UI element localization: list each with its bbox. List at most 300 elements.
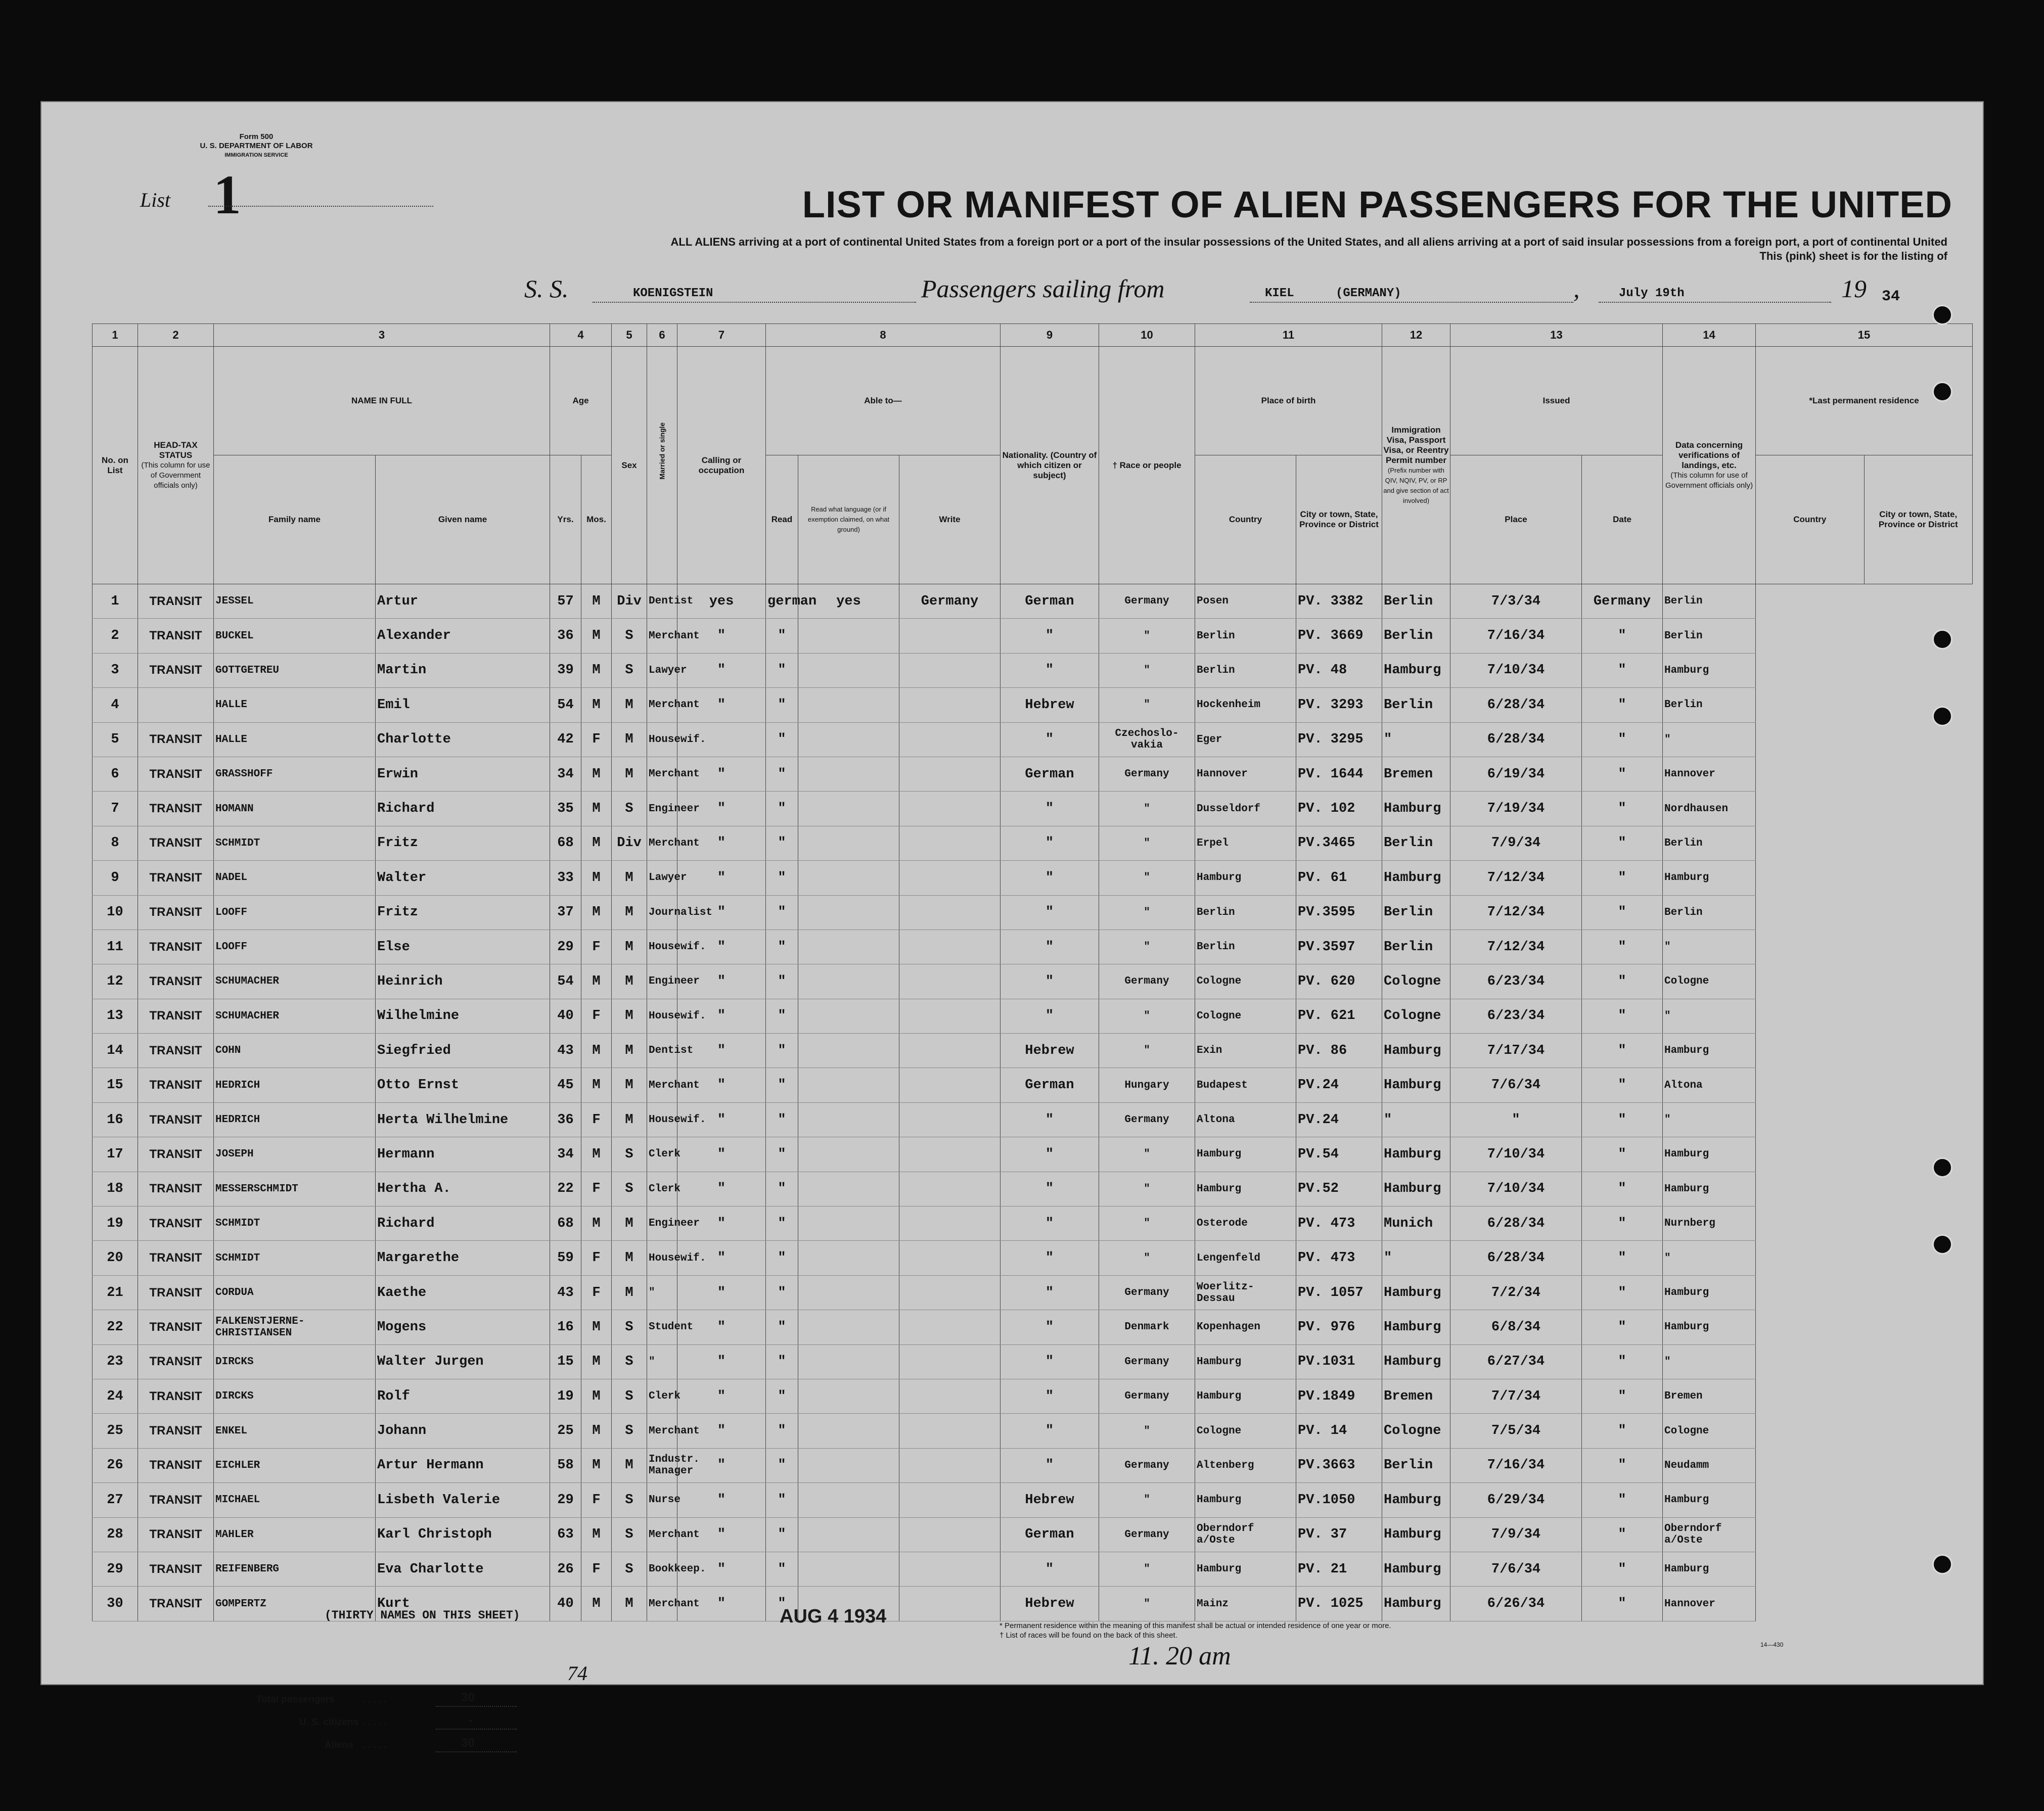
age-years: 35 xyxy=(550,792,581,826)
issued-date: 7/12/34 xyxy=(1450,930,1582,964)
head-tax-status: TRANSIT xyxy=(138,1172,214,1206)
residence-city: " xyxy=(1663,722,1756,757)
residence-country: " xyxy=(1582,722,1663,757)
marital-status: M xyxy=(612,1587,647,1621)
birth-country: " xyxy=(1099,1552,1195,1586)
thirty-names-note: (THIRTY NAMES ON THIS SHEET) xyxy=(325,1609,520,1622)
birth-country: " xyxy=(1099,1241,1195,1275)
birth-country: " xyxy=(1099,1587,1195,1621)
read-language: " xyxy=(766,1137,798,1172)
can-write xyxy=(798,1517,899,1552)
race: " xyxy=(1001,895,1099,930)
row-number: 8 xyxy=(93,826,138,860)
can-read: " xyxy=(677,1517,766,1552)
header-sex: Sex xyxy=(612,347,647,584)
header-read: Read xyxy=(766,455,798,584)
col-number: 1 xyxy=(93,324,138,347)
header-no-on-list: No. on List xyxy=(93,347,138,584)
read-language: " xyxy=(766,826,798,860)
given-name: Fritz xyxy=(376,826,550,860)
residence-country: " xyxy=(1582,861,1663,895)
read-language: german xyxy=(766,584,798,619)
residence-country: " xyxy=(1582,1517,1663,1552)
age-years: 16 xyxy=(550,1310,581,1344)
head-tax-status: TRANSIT xyxy=(138,1552,214,1586)
row-number: 7 xyxy=(93,792,138,826)
issued-date: 7/10/34 xyxy=(1450,653,1582,687)
marital-status: M xyxy=(612,688,647,722)
given-name: Artur Hermann xyxy=(376,1448,550,1482)
us-citizens-value: - xyxy=(469,1713,473,1727)
issued-date: 6/26/34 xyxy=(1450,1587,1582,1621)
header-head-tax-title: HEAD-TAX STATUS xyxy=(154,440,198,460)
residence-country: " xyxy=(1582,930,1663,964)
row-number: 2 xyxy=(93,619,138,653)
nationality xyxy=(899,1344,1001,1379)
header-nationality: Nationality. (Country of which citizen or subject) xyxy=(1001,347,1099,584)
age-years: 57 xyxy=(550,584,581,619)
marital-status: S xyxy=(612,1517,647,1552)
col-number: 14 xyxy=(1663,324,1756,347)
marital-status: S xyxy=(612,653,647,687)
form-code: 14—430 xyxy=(1760,1641,1784,1648)
header-last-residence: *Last permanent residence xyxy=(1756,347,1973,455)
visa-number: PV.1050 xyxy=(1296,1483,1382,1517)
visa-number: PV. 21 xyxy=(1296,1552,1382,1586)
header-issued-date: Date xyxy=(1582,455,1663,584)
marital-status: S xyxy=(612,1552,647,1586)
birth-country: Germany xyxy=(1099,1344,1195,1379)
given-name: Margarethe xyxy=(376,1241,550,1275)
birth-country: " xyxy=(1099,1483,1195,1517)
passenger-row xyxy=(93,653,1973,687)
issued-place: Hamburg xyxy=(1382,1552,1450,1586)
residence-country: " xyxy=(1582,688,1663,722)
issued-date: 6/23/34 xyxy=(1450,999,1582,1033)
head-tax-status: TRANSIT xyxy=(138,999,214,1033)
aliens-label: Aliens xyxy=(325,1740,354,1750)
race: " xyxy=(1001,1172,1099,1206)
marital-status: S xyxy=(612,619,647,653)
header-visa-title: Immigration Visa, Passport Visa, or Reentry Permit number xyxy=(1383,425,1449,465)
marital-status: M xyxy=(612,1102,647,1137)
marital-status: M xyxy=(612,861,647,895)
birth-city: Hamburg xyxy=(1195,1137,1296,1172)
occupation: Clerk xyxy=(647,1172,677,1206)
birth-city: Altenberg xyxy=(1195,1448,1296,1482)
nationality xyxy=(899,1552,1001,1586)
footnote-permanent-residence: * Permanent residence within the meaning of this manifest shall be actual or intended residence of one year or more. xyxy=(1000,1621,1391,1630)
issued-date: 7/5/34 xyxy=(1450,1414,1582,1448)
marital-status: M xyxy=(612,1034,647,1068)
head-tax-status: TRANSIT xyxy=(138,722,214,757)
residence-city: Neudamm xyxy=(1663,1448,1756,1482)
race: " xyxy=(1001,792,1099,826)
header-given-name: Given name xyxy=(376,455,550,584)
sex: M xyxy=(581,1379,612,1413)
race: Hebrew xyxy=(1001,1483,1099,1517)
birth-country: " xyxy=(1099,930,1195,964)
given-name: Walter Jurgen xyxy=(376,1344,550,1379)
residence-country: " xyxy=(1582,1448,1663,1482)
header-age: Age xyxy=(550,347,612,455)
age-years: 36 xyxy=(550,619,581,653)
family-name: CORDUA xyxy=(214,1275,376,1310)
visa-number: PV. 473 xyxy=(1296,1206,1382,1241)
visa-number: PV. 14 xyxy=(1296,1414,1382,1448)
can-read: " xyxy=(677,1552,766,1586)
footnotes xyxy=(1000,1621,1391,1640)
age-years: 34 xyxy=(550,757,581,791)
residence-country: " xyxy=(1582,1379,1663,1413)
ss-label: S. S. xyxy=(524,274,569,303)
residence-city: Bremen xyxy=(1663,1379,1756,1413)
marital-status: M xyxy=(612,999,647,1033)
header-mos: Mos. xyxy=(581,455,612,584)
visa-number: PV. 86 xyxy=(1296,1034,1382,1068)
header-read-language: Read what language (or if exemption claimed, on what ground) xyxy=(798,455,899,584)
header-yrs: Yrs. xyxy=(550,455,581,584)
row-number: 18 xyxy=(93,1172,138,1206)
can-write xyxy=(798,1102,899,1137)
passenger-row xyxy=(93,930,1973,964)
visa-number: PV.3597 xyxy=(1296,930,1382,964)
residence-city: " xyxy=(1663,930,1756,964)
sex: M xyxy=(581,1517,612,1552)
departure-port: KIEL xyxy=(1265,287,1294,300)
marital-status: M xyxy=(612,964,647,999)
birth-city: Hamburg xyxy=(1195,861,1296,895)
row-number: 27 xyxy=(93,1483,138,1517)
row-number: 9 xyxy=(93,861,138,895)
birth-city: Eger xyxy=(1195,722,1296,757)
col-number: 13 xyxy=(1450,324,1663,347)
issued-date: 6/23/34 xyxy=(1450,964,1582,999)
punch-hole xyxy=(1932,629,1952,649)
punch-hole xyxy=(1932,1234,1952,1255)
issued-date: 6/28/34 xyxy=(1450,688,1582,722)
manifest-title: LIST OR MANIFEST OF ALIEN PASSENGERS FOR THE UNITED xyxy=(802,183,1952,225)
can-read: " xyxy=(677,1068,766,1102)
family-name: REIFENBERG xyxy=(214,1552,376,1586)
head-tax-status: TRANSIT xyxy=(138,1034,214,1068)
can-write xyxy=(798,1034,899,1068)
punch-hole xyxy=(1932,382,1952,402)
occupation: Dentist xyxy=(647,1034,677,1068)
head-tax-status: TRANSIT xyxy=(138,1241,214,1275)
head-tax-status: TRANSIT xyxy=(138,584,214,619)
visa-number: PV.24 xyxy=(1296,1102,1382,1137)
issued-place: Hamburg xyxy=(1382,792,1450,826)
marital-status: Div xyxy=(612,584,647,619)
read-language: " xyxy=(766,1587,798,1621)
read-language: " xyxy=(766,1483,798,1517)
visa-number: PV. 37 xyxy=(1296,1517,1382,1552)
passenger-row xyxy=(93,792,1973,826)
sailing-date: July 19th xyxy=(1619,287,1685,300)
read-language: " xyxy=(766,1172,798,1206)
issued-date: 7/9/34 xyxy=(1450,826,1582,860)
nationality xyxy=(899,1310,1001,1344)
birth-city: Hamburg xyxy=(1195,1172,1296,1206)
family-name: JESSEL xyxy=(214,584,376,619)
nationality xyxy=(899,1275,1001,1310)
visa-number: PV. 3382 xyxy=(1296,584,1382,619)
department-name: U. S. DEPARTMENT OF LABOR xyxy=(200,142,313,150)
can-read: " xyxy=(677,1310,766,1344)
aliens-leader: . . . . . xyxy=(362,1740,387,1750)
family-name: SCHUMACHER xyxy=(214,999,376,1033)
can-write xyxy=(798,861,899,895)
sex: M xyxy=(581,1414,612,1448)
nationality xyxy=(899,1379,1001,1413)
year-prefix: 19 xyxy=(1841,274,1867,303)
given-name: Richard xyxy=(376,792,550,826)
nationality xyxy=(899,1587,1001,1621)
residence-country: " xyxy=(1582,999,1663,1033)
row-number: 24 xyxy=(93,1379,138,1413)
header-birth-city: City or town, State, Province or District xyxy=(1296,455,1382,584)
family-name: GRASSHOFF xyxy=(214,757,376,791)
family-name: MAHLER xyxy=(214,1517,376,1552)
birth-country: Germany xyxy=(1099,1379,1195,1413)
birth-city: Cologne xyxy=(1195,999,1296,1033)
occupation: Merchant xyxy=(647,1587,677,1621)
can-read: " xyxy=(677,1448,766,1482)
issued-date: 6/28/34 xyxy=(1450,1206,1582,1241)
can-write xyxy=(798,895,899,930)
col-number: 10 xyxy=(1099,324,1195,347)
marital-status: S xyxy=(612,1414,647,1448)
issued-date: " xyxy=(1450,1102,1582,1137)
age-years: 54 xyxy=(550,688,581,722)
visa-number: PV. 3669 xyxy=(1296,619,1382,653)
can-read: " xyxy=(677,1172,766,1206)
given-name: Erwin xyxy=(376,757,550,791)
passenger-row xyxy=(93,895,1973,930)
read-language: " xyxy=(766,1102,798,1137)
head-tax-status: TRANSIT xyxy=(138,653,214,687)
can-write xyxy=(798,1310,899,1344)
residence-country: " xyxy=(1582,826,1663,860)
marital-status: S xyxy=(612,792,647,826)
age-years: 43 xyxy=(550,1275,581,1310)
service-name: IMMIGRATION SERVICE xyxy=(224,152,288,158)
head-tax-status: TRANSIT xyxy=(138,619,214,653)
race: " xyxy=(1001,1552,1099,1586)
birth-country: " xyxy=(1099,619,1195,653)
family-name: LOOFF xyxy=(214,895,376,930)
nationality xyxy=(899,1517,1001,1552)
issued-place: Hamburg xyxy=(1382,1034,1450,1068)
sex: M xyxy=(581,653,612,687)
head-tax-status: TRANSIT xyxy=(138,1517,214,1552)
age-years: 36 xyxy=(550,1102,581,1137)
date-comma: , xyxy=(1573,274,1580,303)
race: German xyxy=(1001,1068,1099,1102)
header-able-to: Able to— xyxy=(766,347,1001,455)
head-tax-status: TRANSIT xyxy=(138,861,214,895)
age-years: 37 xyxy=(550,895,581,930)
read-language: " xyxy=(766,930,798,964)
read-language: " xyxy=(766,1552,798,1586)
nationality xyxy=(899,895,1001,930)
header-issued-place: Place xyxy=(1450,455,1582,584)
residence-city: Hamburg xyxy=(1663,1275,1756,1310)
race: " xyxy=(1001,1275,1099,1310)
punch-hole xyxy=(1932,305,1952,325)
passenger-row xyxy=(93,584,1973,619)
family-name: NADEL xyxy=(214,861,376,895)
sex: M xyxy=(581,792,612,826)
family-name: SCHMIDT xyxy=(214,1206,376,1241)
total-passengers-label: Total passengers xyxy=(256,1694,335,1705)
race: " xyxy=(1001,1379,1099,1413)
description-line-2: This (pink) sheet is for the listing of xyxy=(1759,250,1947,262)
sex: F xyxy=(581,1275,612,1310)
can-write xyxy=(798,826,899,860)
given-name: Wilhelmine xyxy=(376,999,550,1033)
col-number: 8 xyxy=(766,324,1001,347)
given-name: Lisbeth Valerie xyxy=(376,1483,550,1517)
occupation: Clerk xyxy=(647,1137,677,1172)
passenger-row xyxy=(93,722,1973,757)
given-name: Karl Christoph xyxy=(376,1517,550,1552)
race: German xyxy=(1001,757,1099,791)
race: " xyxy=(1001,653,1099,687)
nationality xyxy=(899,653,1001,687)
issued-date: 6/19/34 xyxy=(1450,757,1582,791)
can-write xyxy=(798,1206,899,1241)
race: " xyxy=(1001,722,1099,757)
birth-city: Hamburg xyxy=(1195,1552,1296,1586)
age-years: 15 xyxy=(550,1344,581,1379)
year-suffix: 34 xyxy=(1882,288,1900,305)
occupation: Housewif. xyxy=(647,1241,677,1275)
column-number-row xyxy=(93,324,1973,347)
nationality xyxy=(899,1414,1001,1448)
family-name: FALKENSTJERNE- CHRISTIANSEN xyxy=(214,1310,376,1344)
row-number: 12 xyxy=(93,964,138,999)
can-write xyxy=(798,619,899,653)
sex: M xyxy=(581,1344,612,1379)
nationality xyxy=(899,1102,1001,1137)
birth-country: " xyxy=(1099,653,1195,687)
residence-city: Hamburg xyxy=(1663,1552,1756,1586)
row-number: 19 xyxy=(93,1206,138,1241)
birth-country: " xyxy=(1099,1137,1195,1172)
read-language: " xyxy=(766,1068,798,1102)
read-language: " xyxy=(766,757,798,791)
can-read: " xyxy=(677,1137,766,1172)
header-married xyxy=(647,347,677,584)
issued-place: Hamburg xyxy=(1382,1587,1450,1621)
birth-country: Hungary xyxy=(1099,1068,1195,1102)
nationality: Germany xyxy=(899,584,1001,619)
given-name: Johann xyxy=(376,1414,550,1448)
punch-hole xyxy=(1932,1157,1952,1178)
nationality xyxy=(899,1448,1001,1482)
can-write xyxy=(798,1137,899,1172)
family-name: MICHAEL xyxy=(214,1483,376,1517)
residence-city: " xyxy=(1663,1102,1756,1137)
occupation: " xyxy=(647,1344,677,1379)
given-name: Rolf xyxy=(376,1379,550,1413)
visa-number: PV. 473 xyxy=(1296,1241,1382,1275)
residence-city: Berlin xyxy=(1663,688,1756,722)
marital-status: S xyxy=(612,1344,647,1379)
birth-city: Berlin xyxy=(1195,619,1296,653)
family-name: SCHUMACHER xyxy=(214,964,376,999)
row-number: 5 xyxy=(93,722,138,757)
header-verifications-note: (This column for use of Government officials only) xyxy=(1665,471,1753,490)
passenger-row xyxy=(93,1137,1973,1172)
read-language: " xyxy=(766,1344,798,1379)
row-number: 21 xyxy=(93,1275,138,1310)
residence-country: " xyxy=(1582,1414,1663,1448)
marital-status: S xyxy=(612,1137,647,1172)
row-number: 6 xyxy=(93,757,138,791)
visa-number: PV.1031 xyxy=(1296,1344,1382,1379)
issued-place: Berlin xyxy=(1382,930,1450,964)
nationality xyxy=(899,1068,1001,1102)
birth-country: " xyxy=(1099,861,1195,895)
nationality xyxy=(899,1483,1001,1517)
sex: F xyxy=(581,1102,612,1137)
can-read: " xyxy=(677,757,766,791)
family-name: HEDRICH xyxy=(214,1068,376,1102)
birth-country: Czechoslo- vakia xyxy=(1099,722,1195,757)
total-underline xyxy=(436,1706,517,1707)
issued-date: 7/19/34 xyxy=(1450,792,1582,826)
residence-country: Germany xyxy=(1582,584,1663,619)
col-number: 15 xyxy=(1756,324,1973,347)
can-write xyxy=(798,999,899,1033)
issued-date: 7/3/34 xyxy=(1450,584,1582,619)
passenger-rows xyxy=(93,584,1973,1621)
birth-country: " xyxy=(1099,688,1195,722)
given-name: Siegfried xyxy=(376,1034,550,1068)
residence-country: " xyxy=(1582,1587,1663,1621)
can-write xyxy=(798,688,899,722)
sex: M xyxy=(581,964,612,999)
race: " xyxy=(1001,1448,1099,1482)
residence-city: Cologne xyxy=(1663,1414,1756,1448)
family-name: EICHLER xyxy=(214,1448,376,1482)
occupation: Lawyer xyxy=(647,653,677,687)
residence-country: " xyxy=(1582,619,1663,653)
row-number: 16 xyxy=(93,1102,138,1137)
residence-city: Nordhausen xyxy=(1663,792,1756,826)
visa-number: PV. 1644 xyxy=(1296,757,1382,791)
visa-number: PV.52 xyxy=(1296,1172,1382,1206)
row-number: 13 xyxy=(93,999,138,1033)
residence-country: " xyxy=(1582,1206,1663,1241)
sex: F xyxy=(581,1483,612,1517)
sex: F xyxy=(581,930,612,964)
occupation: Engineer xyxy=(647,964,677,999)
can-read: " xyxy=(677,861,766,895)
issued-date: 7/2/34 xyxy=(1450,1275,1582,1310)
nationality xyxy=(899,1137,1001,1172)
issued-place: " xyxy=(1382,1241,1450,1275)
birth-city: Exin xyxy=(1195,1034,1296,1068)
issued-date: 7/7/34 xyxy=(1450,1379,1582,1413)
can-read: " xyxy=(677,1034,766,1068)
residence-city: " xyxy=(1663,999,1756,1033)
passenger-row xyxy=(93,1206,1973,1241)
read-language: " xyxy=(766,1448,798,1482)
